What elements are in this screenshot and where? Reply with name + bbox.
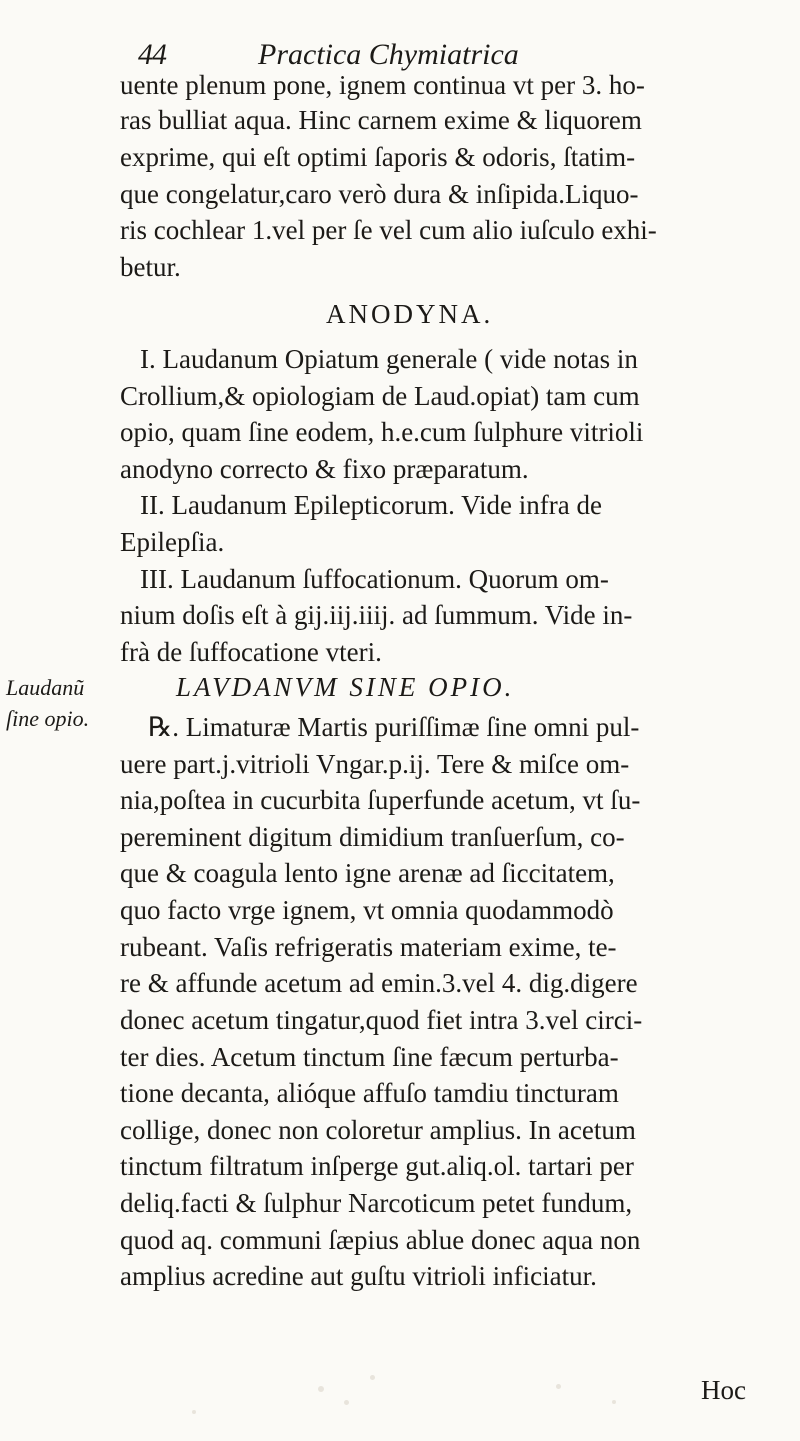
text-line: ras bulliat aqua. Hinc carnem exime & liquorem: [120, 105, 642, 135]
text-line: frà de ſuffocatione vteri.: [120, 637, 382, 667]
text-line: que congelatur,caro verò dura & inſipida.Liquo-: [120, 179, 639, 209]
text-line: quod aq. communi ſæpius ablue donec aqua non: [120, 1225, 641, 1255]
text-line: tinctum filtratum inſperge gut.aliq.ol. tartari per: [120, 1151, 634, 1181]
text-line: ris cochlear 1.vel per ſe vel cum alio iuſculo exhi-: [120, 215, 657, 245]
text-line: rubeant. Vaſis refrigeratis materiam exime, te-: [120, 932, 617, 962]
text-line: opio, quam ſine eodem, h.e.cum ſulphure vitrioli: [120, 417, 644, 447]
recipe-heading: LAVDANVM SINE OPIO.: [176, 672, 515, 702]
ink-spot: [192, 1410, 196, 1414]
text-line: nia,poſtea in cucurbita ſuperfunde acetum, vt ſu-: [120, 785, 641, 815]
text-line: pereminent digitum dimidium tranſuerſum, co-: [120, 822, 625, 852]
text-line: Epilepſia.: [120, 527, 225, 557]
text-line: ℞. Limaturæ Martis puriſſimæ ſine omni pul-: [148, 712, 640, 742]
text-line: Crollium,& opiologiam de Laud.opiat) tam cum: [120, 381, 640, 411]
text-line: que & coagula lento igne arenæ ad ſiccitatem,: [120, 858, 615, 888]
catchword: Hoc: [701, 1375, 746, 1405]
text-line: I. Laudanum Opiatum generale ( vide notas in: [140, 344, 638, 374]
text-line: collige, donec non coloretur amplius. In acetum: [120, 1115, 636, 1145]
text-line: re & affunde acetum ad emin.3.vel 4. dig.digere: [120, 968, 638, 998]
text-line: quo facto vrge ignem, vt omnia quodammodò: [120, 895, 614, 925]
text-line: anodyno correcto & fixo præparatum.: [120, 454, 529, 484]
text-line: ter dies. Acetum tinctum ſine fæcum perturba-: [120, 1042, 619, 1072]
page-number: 44: [138, 38, 166, 71]
text-line: exprime, qui eſt optimi ſaporis & odoris, ſtatim-: [120, 142, 636, 172]
text-line: betur.: [120, 252, 181, 282]
text-line: uere part.j.vitrioli Vngar.p.ij. Tere & miſce om-: [120, 749, 630, 779]
text-line: amplius acredine aut guſtu vitrioli inficiatur.: [120, 1261, 597, 1291]
text-line: III. Laudanum ſuffocationum. Quorum om-: [140, 564, 609, 594]
text-line: deliq.facti & ſulphur Narcoticum petet fundum,: [120, 1188, 633, 1218]
text-line: tione decanta, alióque affuſo tamdiu tincturam: [120, 1078, 619, 1108]
running-title: Practica Chymiatrica: [258, 38, 519, 71]
ink-spot: [556, 1384, 561, 1389]
text-line: nium doſis eſt à gij.iij.iiij. ad ſummum. Vide in-: [120, 600, 633, 630]
text-line: uente plenum pone, ignem continua vt per 3. ho-: [120, 70, 645, 100]
ink-spot: [318, 1386, 324, 1392]
ink-spot: [612, 1400, 616, 1404]
margin-note: Laudanũ: [6, 675, 85, 700]
section-heading: ANODYNA.: [326, 299, 494, 329]
ink-spot: [344, 1400, 349, 1405]
text-line: II. Laudanum Epilepticorum. Vide infra de: [140, 490, 602, 520]
margin-note: ſine opio.: [6, 706, 90, 731]
ink-spot: [370, 1375, 375, 1380]
text-line: donec acetum tingatur,quod fiet intra 3.vel circi-: [120, 1005, 643, 1035]
